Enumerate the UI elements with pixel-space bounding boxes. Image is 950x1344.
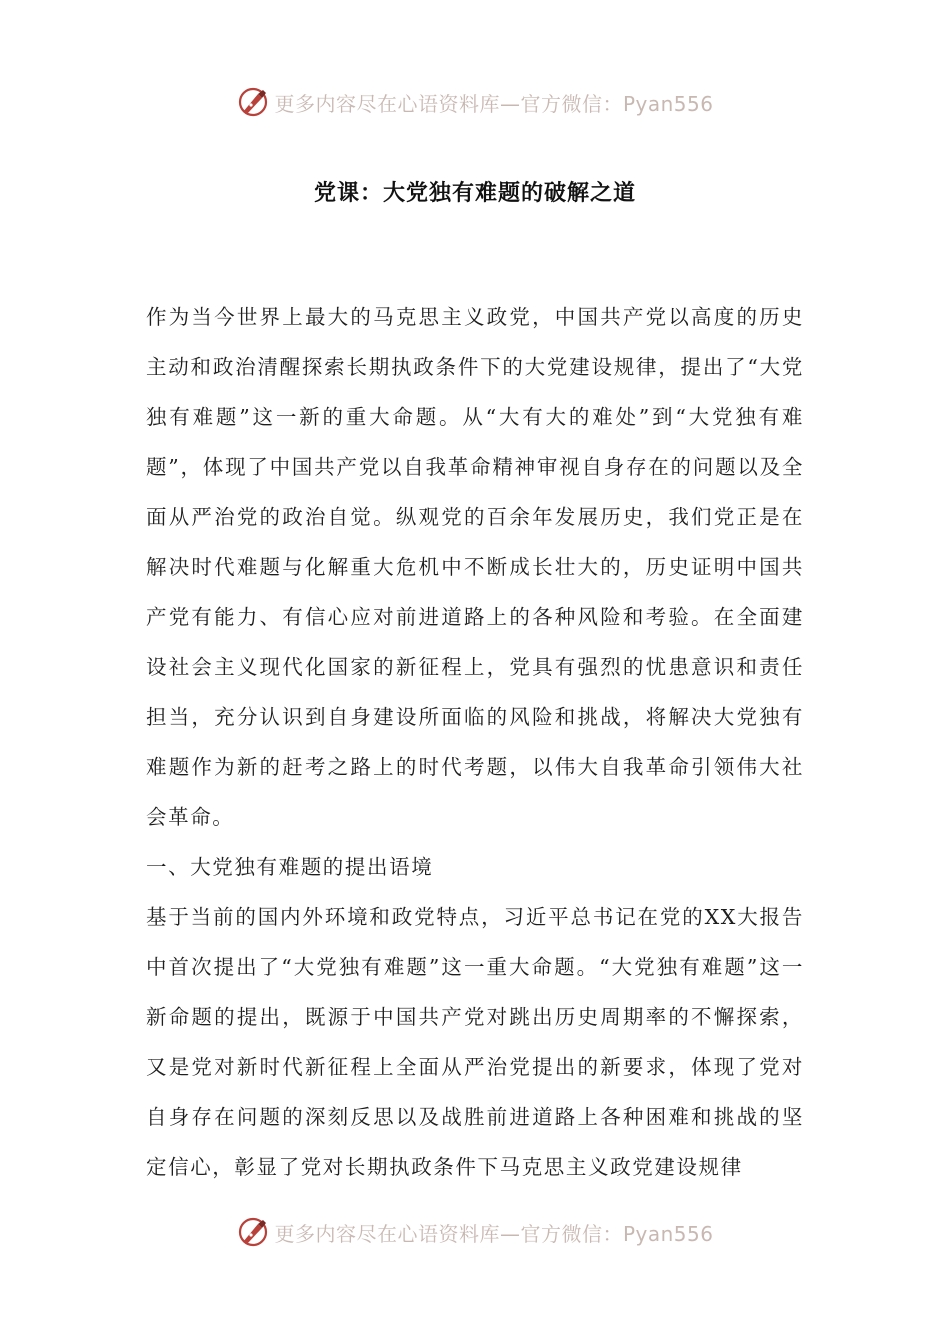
section-paragraph: 基于当前的国内外环境和政党特点，习近平总书记在党的XX大报告中首次提出了“大党独有难题”这一重大命题。“大党独有难题”这一新命题的提出，既源于中国共产党对跳出历史周期率的不懈探索，又是党对新时代新征程上全面从严治党提出的新要求，体现了党对自身存在问题的深刻反思以及战胜前进道路上各种困难和挑战的坚定信心，彰显了党对长期执政条件下马克思主义政党建设规律 [146, 905, 804, 1179]
intro-paragraph: 作为当今世界上最大的马克思主义政党，中国共产党以高度的历史主动和政治清醒探索长期执政条件下的大党建设规律，提出了“大党独有难题”这一新的重大命题。从“大有大的难处”到“大党独有难题”，体现了中国共产党以自我革命精神审视自身存在的问题以及全面从严治党的政治自觉。纵观党的百余年发展历史，我们党正是在解决时代难题与化解重大危机中不断成长壮大的，历史证明中国共产党有能力、有信心应对前进道路上的各种风险和考验。在全面建设社会主义现代化国家的新征程上，党具有强烈的忧患意识和责任担当，充分认识到自身建设所面临的风险和挑战，将解决大党独有难题作为新的赶考之路上的时代考题，以伟大自我革命引领伟大社会革命。 [146, 305, 804, 829]
document-title: 党课：大党独有难题的破解之道 [313, 181, 636, 206]
footer-watermark [0, 1210, 950, 1254]
footer-watermark-text: 更多内容尽在心语资料库—官方微信：Pyan556 [274, 1221, 714, 1246]
header-watermark-text: 更多内容尽在心语资料库—官方微信：Pyan556 [274, 91, 714, 116]
pen-nib-logo-icon [236, 1215, 270, 1249]
document-body [146, 292, 804, 1192]
pen-nib-logo-icon [236, 85, 270, 119]
header-watermark [0, 80, 950, 124]
section-heading: 一、大党独有难题的提出语境 [146, 855, 434, 879]
